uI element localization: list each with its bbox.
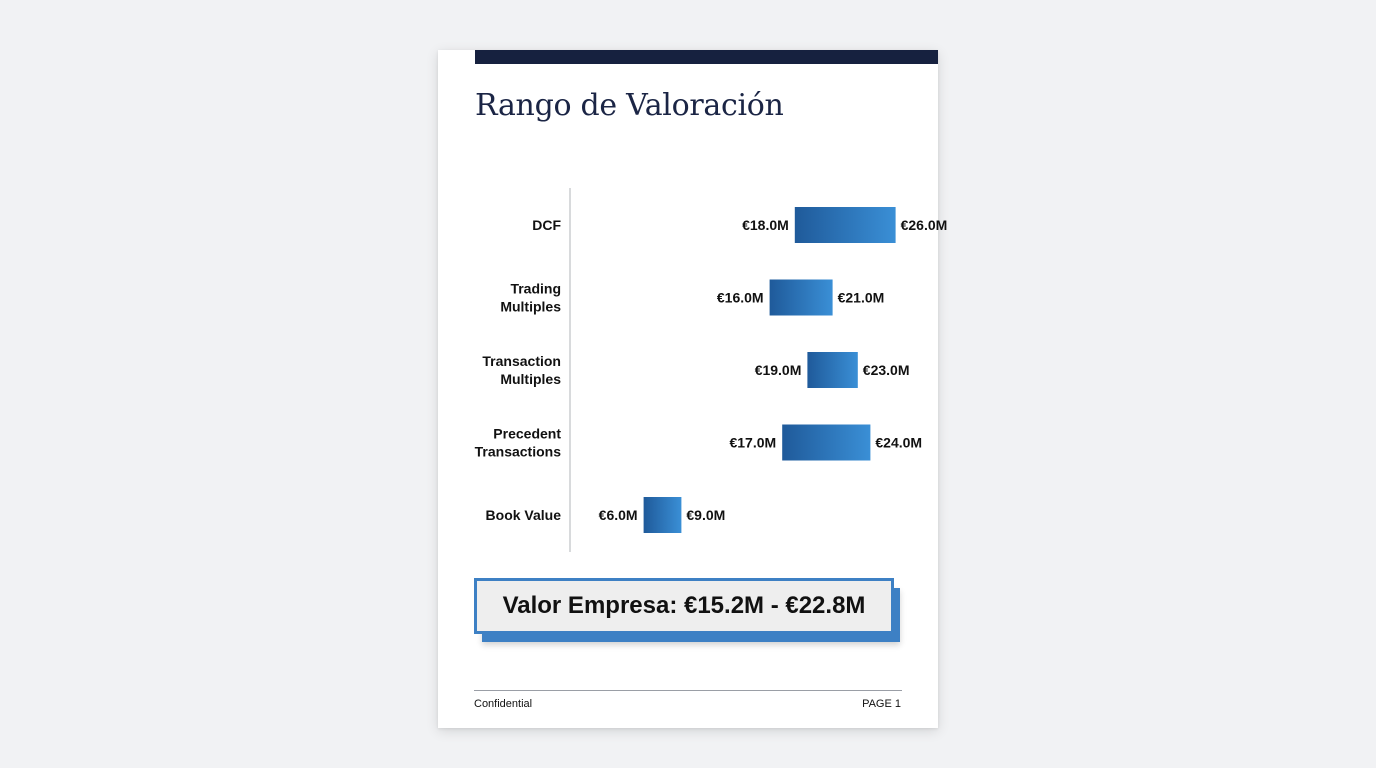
enterprise-value-summary: [474, 578, 902, 642]
low-value-label: €19.0M: [754, 362, 802, 378]
range-bar: [770, 280, 833, 316]
low-value-label: €17.0M: [729, 434, 777, 451]
low-value-label: €6.0M: [598, 507, 638, 523]
category-label: Multiples: [500, 298, 561, 315]
high-value-label: €9.0M: [686, 507, 726, 523]
category-label: DCF: [532, 217, 561, 233]
summary-text: Valor Empresa: €15.2M - €22.8M: [474, 578, 894, 634]
high-value-label: €21.0M: [837, 289, 885, 306]
high-value-label: €23.0M: [862, 362, 910, 378]
range-bar: [807, 352, 857, 388]
category-label: Precedent: [493, 425, 561, 442]
high-value-label: €26.0M: [900, 217, 948, 233]
footer-divider: [474, 690, 902, 691]
category-label: Multiples: [500, 371, 561, 387]
category-label: Transaction: [482, 353, 561, 369]
category-label: Transactions: [474, 443, 561, 460]
page-title: Rango de Valoración: [475, 88, 784, 123]
footer-page-number: PAGE 1: [862, 698, 901, 710]
low-value-label: €16.0M: [716, 289, 764, 306]
range-bar: [795, 207, 896, 243]
high-value-label: €24.0M: [875, 434, 923, 451]
range-bar: [644, 497, 682, 533]
valuation-range-chart: [438, 50, 948, 570]
range-bar: [782, 425, 870, 461]
report-page: [438, 50, 948, 728]
low-value-label: €18.0M: [742, 217, 789, 233]
footer-confidential: Confidential: [474, 698, 533, 710]
category-label: Trading: [510, 280, 561, 297]
category-label: Book Value: [485, 507, 561, 523]
